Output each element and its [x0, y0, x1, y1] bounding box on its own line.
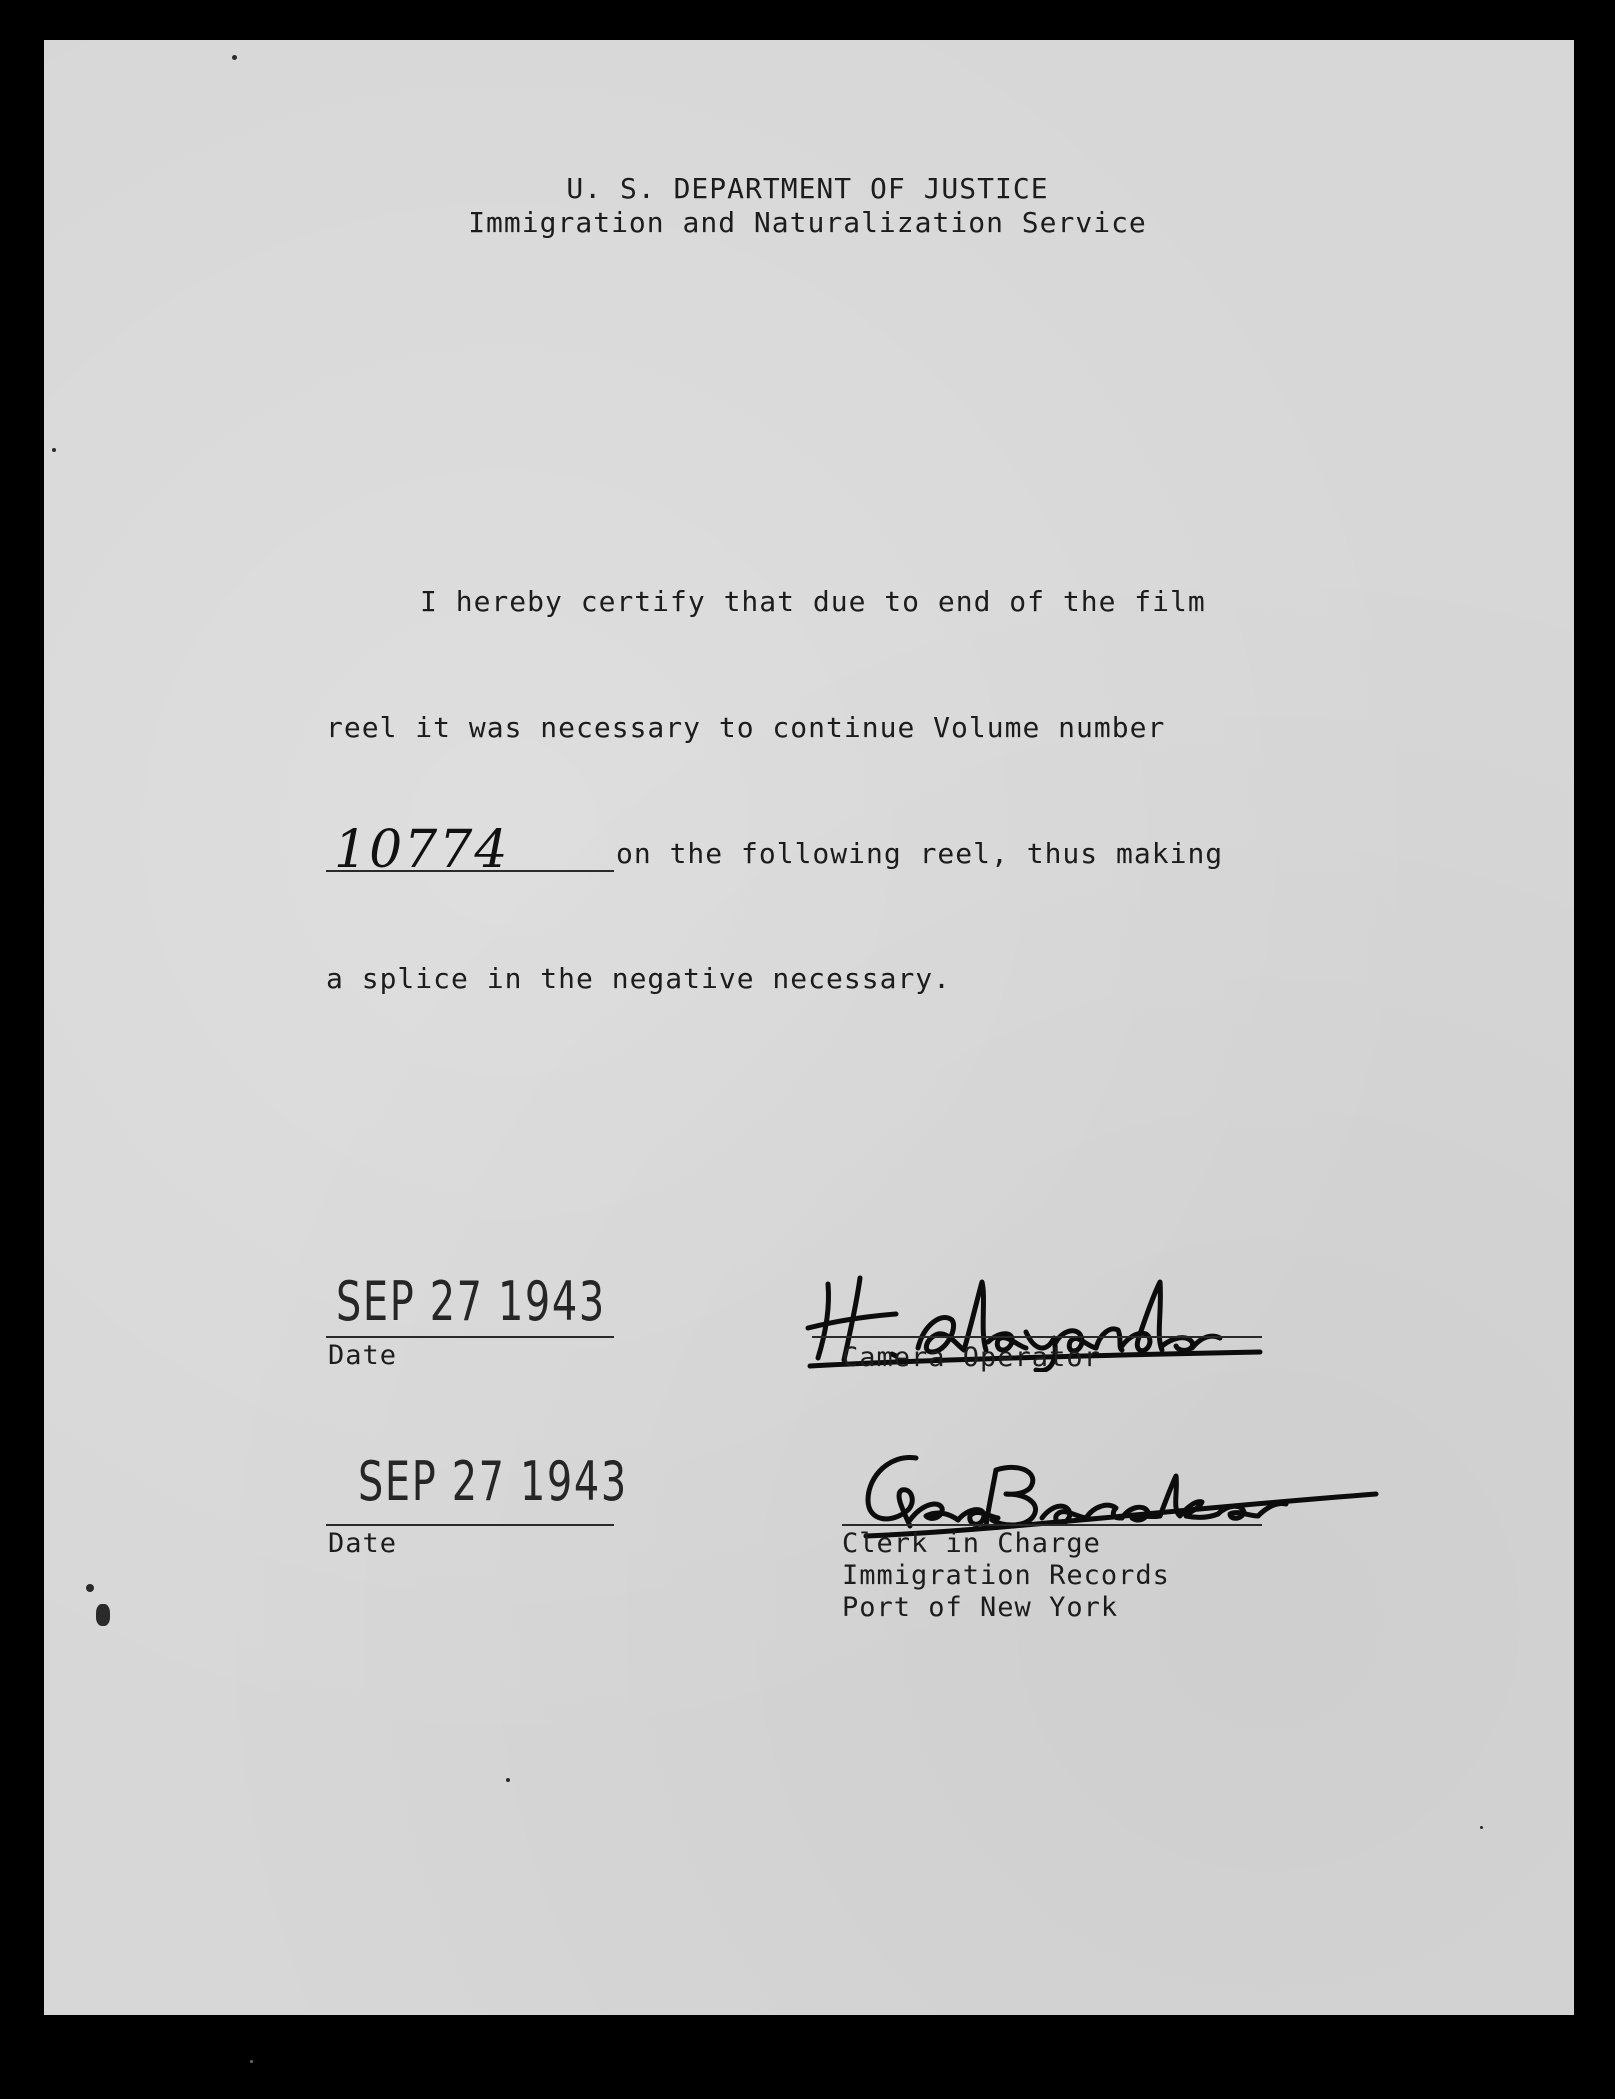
scan-speck [506, 1778, 510, 1782]
clerk-date-label: Date [328, 1528, 398, 1559]
operator-signature-line [812, 1336, 1262, 1338]
clerk-date-line [326, 1524, 614, 1526]
certificate-line-4: a splice in the negative necessary. [326, 962, 952, 995]
clerk-signature-line [842, 1524, 1262, 1526]
operator-date-line [326, 1336, 614, 1338]
scan-speck [86, 1584, 94, 1592]
scan-speck [1480, 1826, 1483, 1829]
clerk-title-line-2: Immigration Records [842, 1560, 1170, 1591]
volume-number-handwritten: 10774 [334, 820, 510, 880]
scan-speck [250, 2060, 253, 2063]
operator-date-label: Date [328, 1340, 398, 1371]
certificate-line-2: reel it was necessary to continue Volume number [326, 711, 1166, 744]
clerk-title-line-1: Clerk in Charge [842, 1528, 1101, 1559]
scan-speck [52, 448, 56, 452]
scan-blot [96, 1604, 110, 1626]
paper-sheet [44, 40, 1574, 2015]
certificate-line-3: on the following reel, thus making [616, 837, 1224, 870]
scan-speck [232, 55, 237, 60]
service-heading: Immigration and Naturalization Service [468, 206, 1147, 239]
operator-role-label: Camera Operator [842, 1342, 1101, 1373]
clerk-date-stamp: SEP 27 1943 [358, 1450, 628, 1513]
clerk-title-line-3: Port of New York [842, 1592, 1119, 1623]
department-heading: U. S. DEPARTMENT OF JUSTICE [566, 172, 1049, 205]
certificate-line-1: I hereby certify that due to end of the film [420, 585, 1206, 618]
operator-date-stamp: SEP 27 1943 [336, 1270, 606, 1333]
volume-number-blank-line [326, 870, 614, 872]
